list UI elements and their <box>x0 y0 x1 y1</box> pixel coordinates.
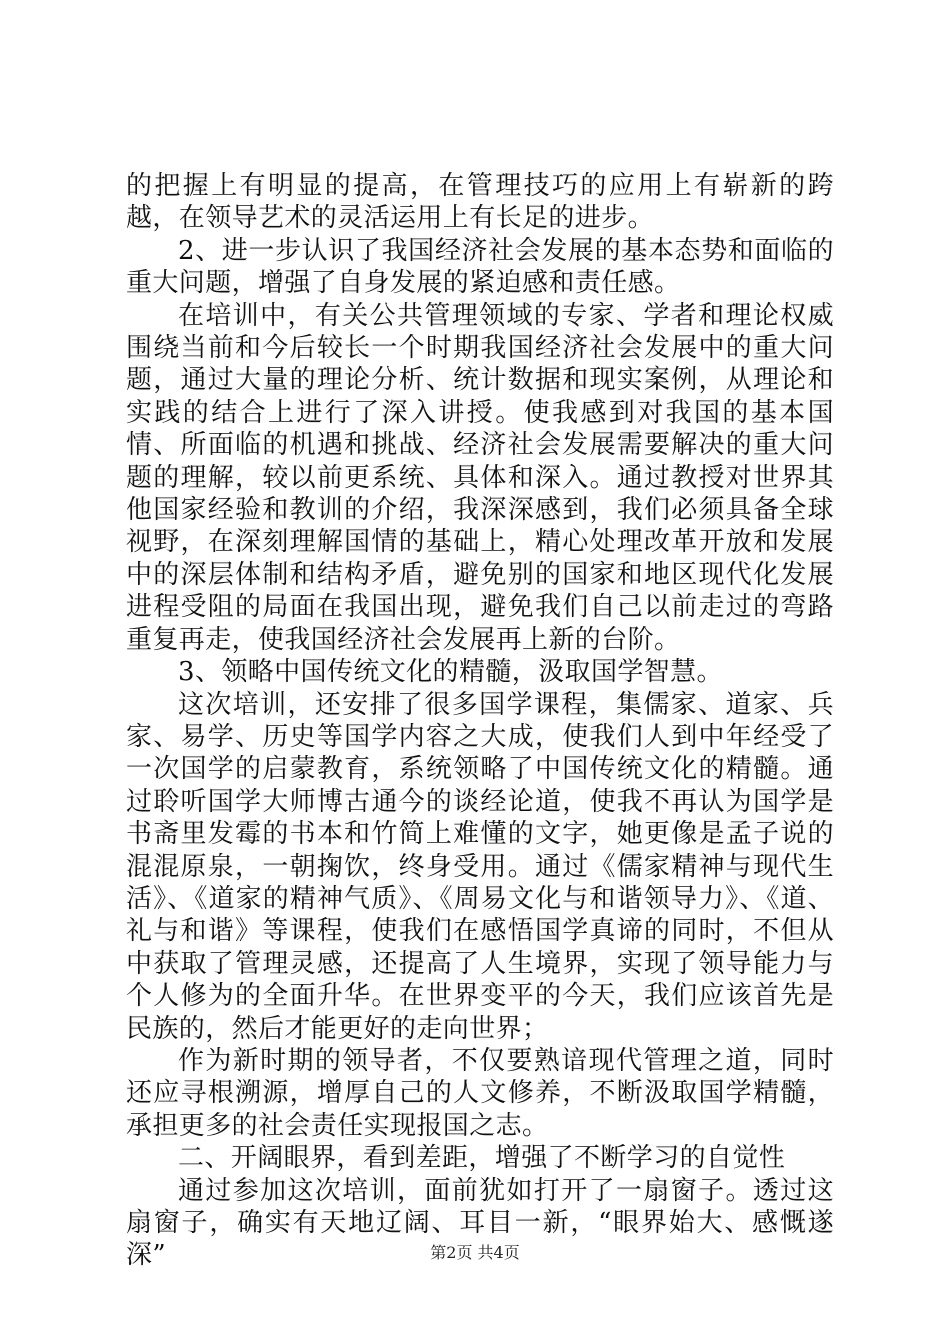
document-body <box>126 170 834 1272</box>
paragraph-section-two-heading: 二、开阔眼界，看到差距，增强了不断学习的自觉性 <box>178 1143 786 1174</box>
paragraph-guoxue-courses: 这次培训，还安排了很多国学课程，集儒家、道家、兵家、易学、历史等国学内容之大成，使我们人到中年经受了一次国学的启蒙教育，系统领略了中国传统文化的精髓。通过聆听国学大师博古通今的谈经论道，使我不再认为国学是书斋里发霉的书本和竹简上难懂的文字，她更像是孟子说的混混原泉，一朝掬饮，终身受用。通过《儒家精神与现代生活》、《道家的精神气质》、《周易文化与和谐领导力》、《道、礼与和谐》等课程，使我们在感悟国学真谛的同时，不但从中获取了管理灵感，还提高了人生境界，实现了领导能力与个人修为的全面升华。在世界变平的今天，我们应该首先是民族的，然后才能更好的走向世界； <box>126 689 834 1044</box>
page-number-footer: 第2页 共4页 <box>430 1243 520 1262</box>
paragraph-continuation: 的把握上有明显的提高，在管理技巧的应用上有崭新的跨越，在领导艺术的灵活运用上有长足的进步。 <box>126 171 834 234</box>
paragraph-heading-3: 3、领略中国传统文化的精髓，汲取国学智慧。 <box>178 657 723 688</box>
paragraph-heading-2: 2、进一步认识了我国经济社会发展的基本态势和面临的重大问题，增强了自身发展的紧迫感和责任感。 <box>126 235 834 299</box>
paragraph-window-metaphor: 通过参加这次培训，面前犹如打开了一扇窗子。透过这扇窗子，确实有天地辽阔、耳目一新，“眼界始大、感慨遂深” <box>126 1175 834 1271</box>
paragraph-leader-role: 作为新时期的领导者，不仅要熟谙现代管理之道，同时还应寻根溯源，增厚自己的人文修养，不断汲取国学精髓，承担更多的社会责任实现报国之志。 <box>126 1045 834 1141</box>
paragraph-training-content: 在培训中，有关公共管理领域的专家、学者和理论权威围绕当前和今后较长一个时期我国经济社会发展中的重大问题，通过大量的理论分析、统计数据和现实案例，从理论和实践的结合上进行了深入讲授。使我感到对我国的基本国情、所面临的机遇和挑战、经济社会发展需要解决的重大问题的理解，较以前更系统、具体和深入。通过教授对世界其他国家经验和教训的介绍，我深深感到，我们必须具备全球视野，在深刻理解国情的基础上，精心处理改革开放和发展中的深层体制和结构矛盾，避免别的国家和地区现代化发展进程受阻的局面在我国出现，避免我们自己以前走过的弯路重复再走，使我国经济社会发展再上新的台阶。 <box>126 300 834 655</box>
